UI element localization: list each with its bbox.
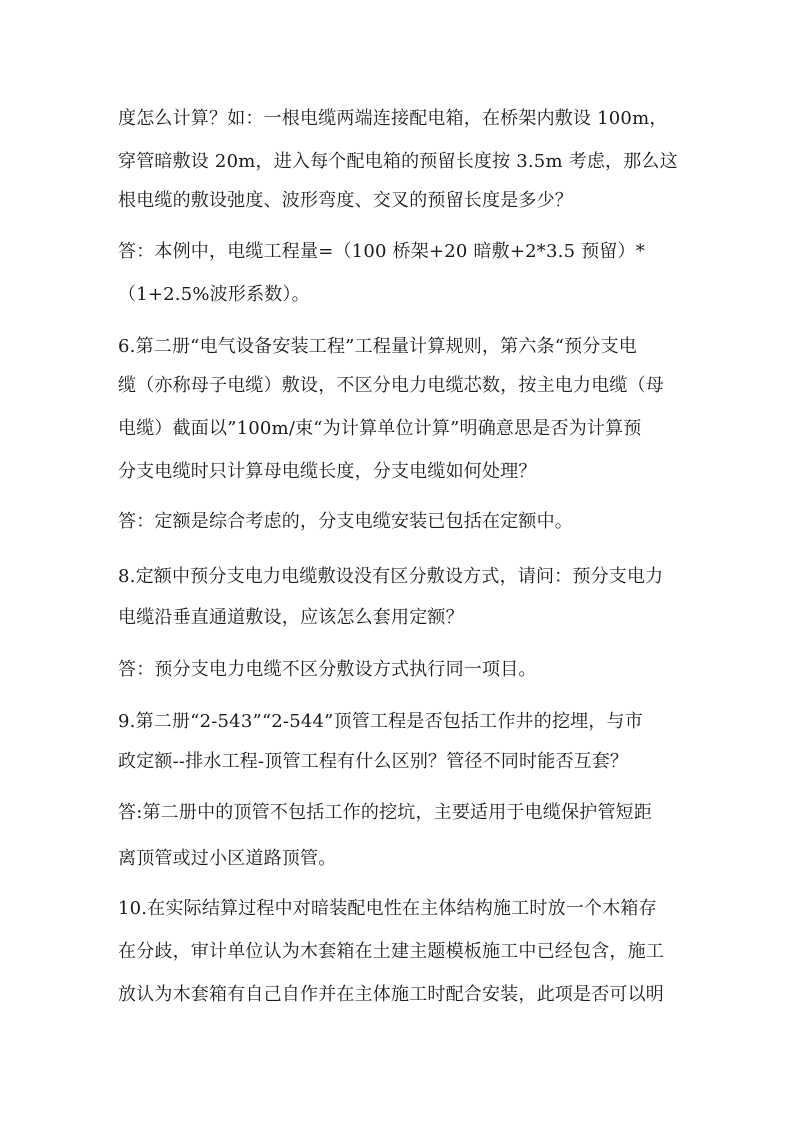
- text-line: 分支电缆时只计算母电缆长度，分支电缆如何处理？: [118, 461, 537, 482]
- text-line: 答：定额是综合考虑的，分支电缆安装已包括在定额中。: [118, 511, 573, 532]
- text-line: 8.定额中预分支电力电缆敷设没有区分敷设方式，请问：预分支电力: [118, 566, 664, 587]
- text-line: 政定额--排水工程-顶管工程有什么区别？管径不同时能否互套？: [118, 751, 629, 772]
- text-line: 答:第二册中的顶管不包括工作的挖坑，主要适用于电缆保护管短距: [118, 802, 653, 823]
- text-line: 9.第二册“2-543”“2-544”顶管工程是否包括工作井的挖埋，与市: [118, 711, 643, 732]
- text-line: 离顶管或过小区道路顶管。: [118, 848, 337, 869]
- text-line: 在分歧，审计单位认为木套箱在土建主题模板施工中已经包含，施工: [118, 941, 664, 962]
- text-line: 6.第二册“电气设备安装工程”工程量计算规则，第六条“预分支电: [118, 336, 637, 357]
- text-line: 度怎么计算？如：一根电缆两端连接配电箱，在桥架内敷设 100m，: [118, 108, 668, 129]
- text-line: 10.在实际结算过程中对暗装配电性在主体结构施工时放一个木箱存: [118, 898, 657, 919]
- text-line: 答：预分支电力电缆不区分敷设方式执行同一项目。: [118, 659, 537, 680]
- text-line: 电缆沿垂直通道敷设，应该怎么套用定额？: [118, 607, 464, 628]
- text-line: （1+2.5%波形系数）。: [118, 284, 310, 305]
- text-line: 根电缆的敷设弛度、波形弯度、交叉的预留长度是多少？: [118, 190, 573, 211]
- text-line: 穿管暗敷设 20m，进入每个配电箱的预留长度按 3.5m 考虑，那么这: [118, 151, 678, 172]
- text-line: 电缆）截面以”100m/束“为计算单位计算”明确意思是否为计算预: [118, 418, 642, 439]
- text-line: 答：本例中，电缆工程量=（100 桥架+20 暗敷+2*3.5 预留）*: [118, 241, 645, 262]
- text-line: 缆（亦称母子电缆）敷设，不区分电力电缆芯数，按主电力电缆（母: [118, 375, 664, 396]
- text-line: 放认为木套箱有自己自作并在主体施工时配合安装，此项是否可以明: [118, 984, 664, 1005]
